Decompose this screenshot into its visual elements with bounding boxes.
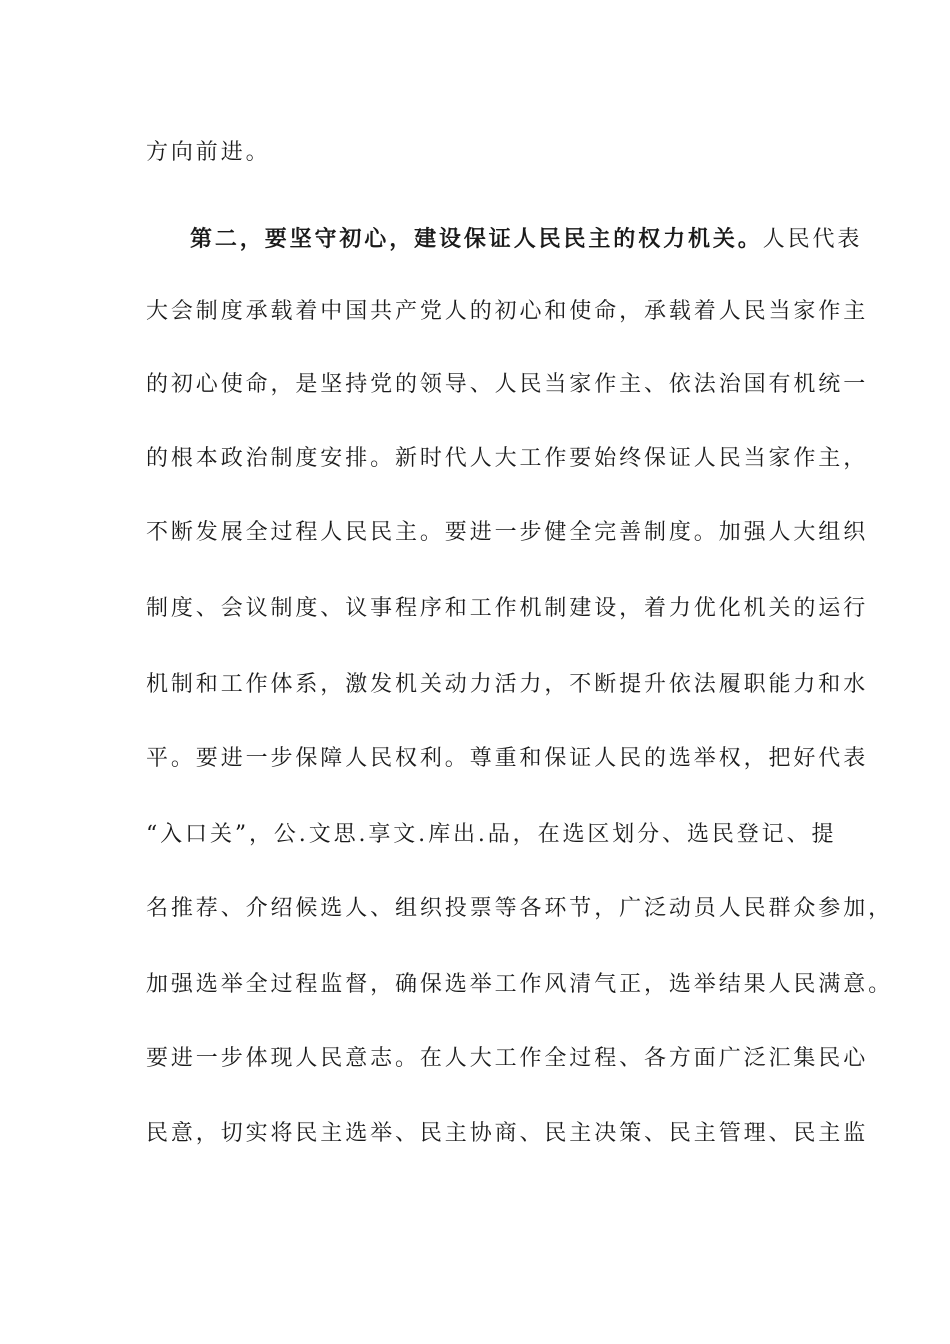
text-line-4: 的初心使命，是坚持党的领导、人民当家作主、依法治国有机统一 — [146, 372, 869, 397]
text-line-7: 制度、会议制度、议事程序和工作机制建设，着力优化机关的运行 — [146, 596, 869, 621]
text-line-6: 不断发展全过程人民民主。要进一步健全完善制度。加强人大组织 — [146, 520, 869, 545]
text-line-12: 加强选举全过程监督，确保选举工作风清气正，选举结果人民满意。 — [146, 972, 894, 997]
text-line-9: 平。要进一步保障人民权利。尊重和保证人民的选举权，把好代表 — [146, 746, 869, 771]
text-line-13: 要进一步体现人民意志。在人大工作全过程、各方面广泛汇集民心 — [146, 1046, 869, 1071]
text-line-5: 的根本政治制度安排。新时代人大工作要始终保证人民当家作主， — [146, 446, 869, 471]
text-line-14: 民意，切实将民主选举、民主协商、民主决策、民主管理、民主监 — [146, 1121, 869, 1146]
heading-continuation: 人民代表 — [762, 227, 863, 252]
text-line-3: 大会制度承载着中国共产党人的初心和使命，承载着人民当家作主 — [146, 299, 869, 324]
section-heading: 第二，要坚守初心，建设保证人民民主的权力机关。 — [190, 226, 763, 252]
text-line-11: 名推荐、介绍候选人、组织投票等各环节，广泛动员人民群众参加， — [146, 896, 894, 921]
text-line-10: “入口关”，公.文思.享文.库出.品，在选区划分、选民登记、提 — [146, 822, 837, 847]
text-line-8: 机制和工作体系，激发机关动力活力，不断提升依法履职能力和水 — [146, 672, 869, 697]
section-heading-line — [190, 224, 863, 255]
text-line-1: 方向前进。 — [146, 140, 271, 165]
